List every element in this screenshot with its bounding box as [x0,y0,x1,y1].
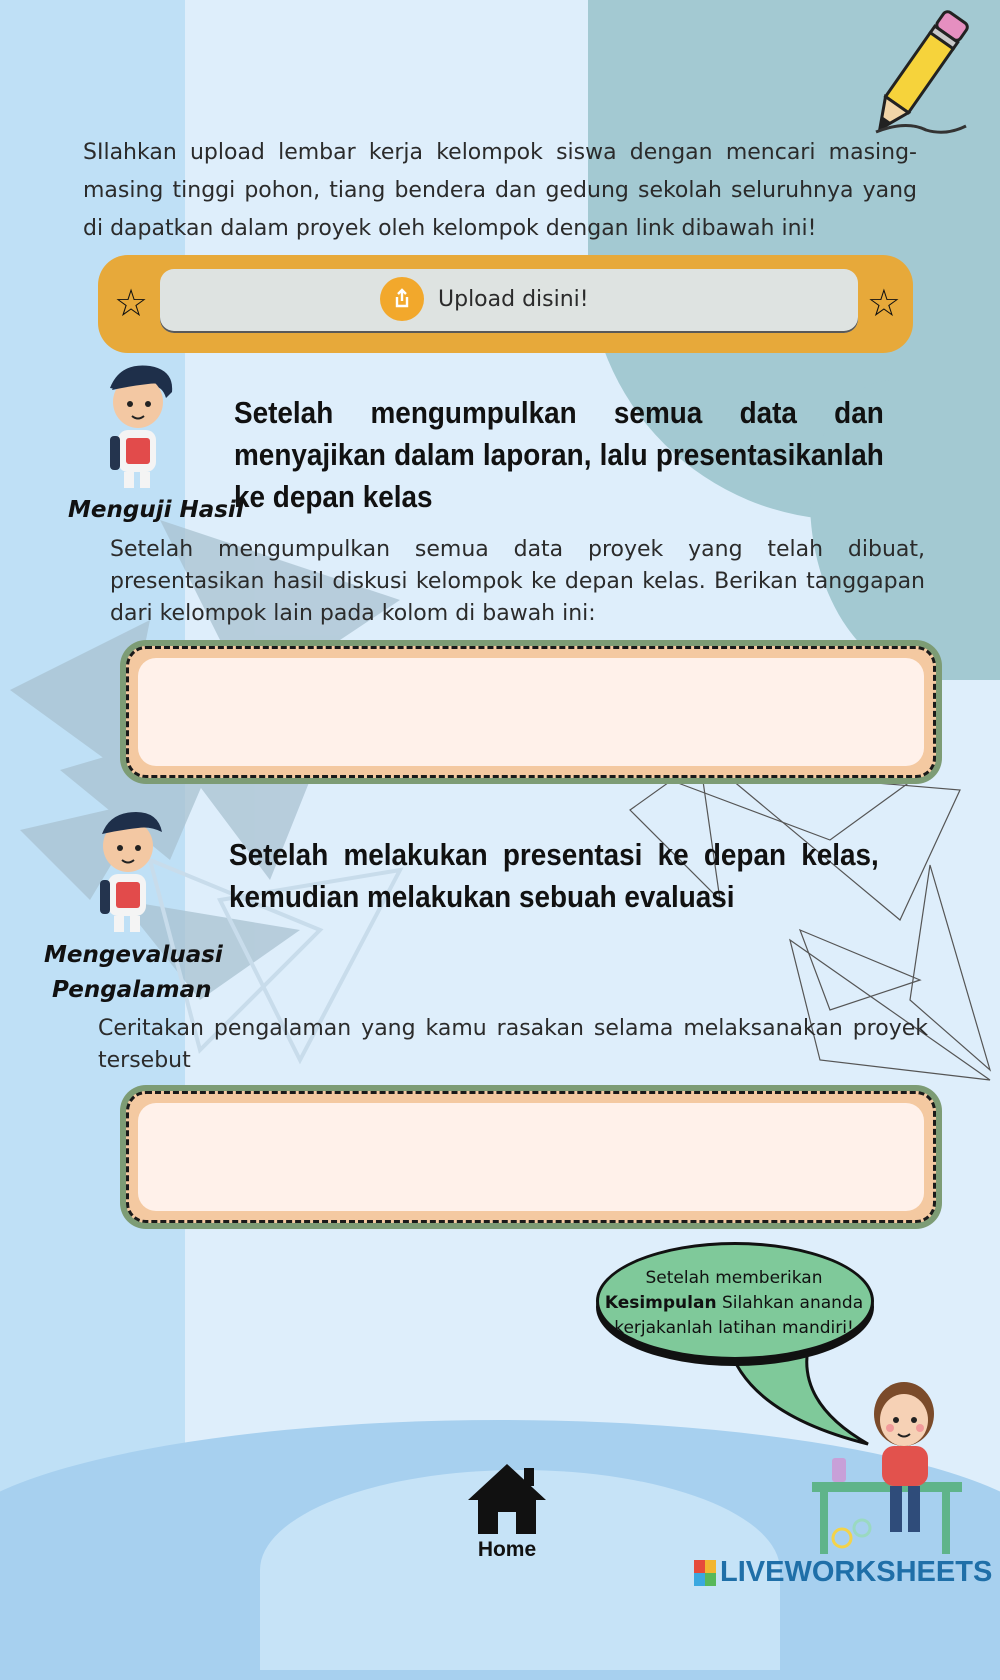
bubble-line3: kerjakanlah latihan mandiri! [614,1318,854,1338]
section2-paragraph: Ceritakan pengalaman yang kamu rasakan selama melaksanakan proyek tersebut [98,1016,928,1073]
student-boy-icon [96,360,176,490]
upload-icon [380,277,424,321]
home-label: Home [477,1538,537,1561]
section1-label: Menguji Hasil [68,497,244,523]
bubble-bold: Kesimpulan [604,1293,717,1313]
response-box-frame [120,640,942,784]
section2-heading: Setelah melakukan presentasi ke depan kelas, kemudian melakukan sebuah evaluasi [229,837,879,914]
response-box-frame [120,1085,942,1229]
upload-label: Upload disini! [438,286,589,312]
upload-panel [98,255,913,353]
student-boy-icon [86,804,166,934]
home-button[interactable] [466,1462,548,1562]
section2-label-line1: Mengevaluasi [44,942,223,968]
brand-mark-icon [694,1560,716,1586]
star-icon: ☆ [114,281,149,325]
bubble-line2: Silahkan ananda [716,1293,864,1313]
response-input[interactable] [138,1103,924,1211]
home-icon [466,1462,548,1536]
speech-bubble-text [598,1266,870,1341]
response-input[interactable] [138,658,924,766]
star-icon: ☆ [866,281,901,325]
section1-paragraph: Setelah mengumpulkan semua data proyek yang telah dibuat, presentasikan hasil diskusi kelompok ke depan kelas. Berikan tanggapan dari kelompok lain pada kolom di bawah ini: [110,537,925,626]
section1-heading: Setelah mengumpulkan semua data dan menyajikan dalam laporan, lalu presentasikanlah ke depan kelas [234,395,884,514]
liveworksheets-logo [694,1556,992,1589]
student-girl-icon [812,1378,972,1558]
upload-field[interactable] [160,269,858,333]
section2-label-line2: Pengalaman [52,977,212,1003]
intro-paragraph: SIlahkan upload lembar kerja kelompok siswa dengan mencari masing-masing tinggi pohon, tiang bendera dan gedung sekolah seluruhnya yang di dapatkan dalam proyek oleh kelompok dengan link dibawah ini! [83,140,917,241]
pencil-icon [846,4,986,144]
upload-button[interactable] [380,277,589,321]
bubble-line1: Setelah memberikan [645,1268,823,1288]
brand-text: LIVEWORKSHEETS [720,1556,993,1588]
